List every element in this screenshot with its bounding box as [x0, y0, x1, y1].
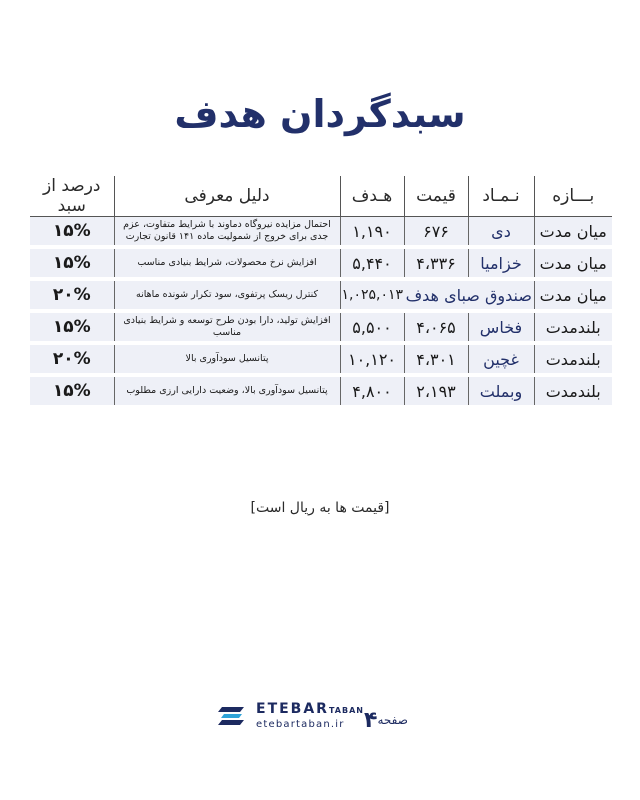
cell-percent: ۱۵%	[30, 311, 114, 343]
cell-target: ۱,۱۹۰	[340, 217, 404, 248]
cell-price: ۴،۳۰۱	[404, 343, 468, 375]
brand-main: ETEBAR	[256, 701, 329, 717]
cell-reason: افزایش تولید، دارا بودن طرح توسعه و شرایط بنیادی مناسب	[114, 311, 340, 343]
table-row	[30, 279, 612, 311]
cell-period: میان مدت	[534, 279, 612, 311]
cell-reason: کنترل ریسک پرتفوی، سود تکرار شونده ماهانه	[114, 279, 340, 311]
cell-symbol: خزامیا	[468, 247, 534, 279]
table-row	[30, 375, 612, 405]
etebar-logo-icon	[218, 704, 248, 728]
cell-period: بلندمدت	[534, 311, 612, 343]
cell-target: ۴,۸۰۰	[340, 375, 404, 405]
page-label: صفحه	[377, 713, 408, 727]
currency-note: [قیمت ها به ریال است]	[250, 500, 390, 516]
cell-period: میان مدت	[534, 247, 612, 279]
cell-symbol: صندوق صبای هدف	[404, 279, 534, 311]
cell-symbol: وبملت	[468, 375, 534, 405]
table-header-row	[30, 176, 612, 217]
cell-price: ۲،۱۹۳	[404, 375, 468, 405]
page-title: سبدگردان هدف	[174, 92, 466, 136]
brand-name	[256, 701, 364, 717]
cell-percent: ۱۵%	[30, 375, 114, 405]
cell-percent: ۲۰%	[30, 279, 114, 311]
cell-price: ۶۷۶	[404, 217, 468, 248]
header-percent: درصد از سبد	[30, 176, 114, 217]
header-symbol: نـمـاد	[468, 176, 534, 217]
cell-target: ۱۰,۱۲۰	[340, 343, 404, 375]
cell-symbol: فخاس	[468, 311, 534, 343]
header-price: قیمت	[404, 176, 468, 217]
cell-reason: احتمال مزایده نیروگاه دماوند با شرایط متفاوت، عزم جدی برای خروج از شمولیت ماده ۱۴۱ قانون تجارت	[114, 217, 340, 248]
cell-percent: ۱۵%	[30, 217, 114, 248]
cell-symbol: دی	[468, 217, 534, 248]
brand-sub: TABAN	[328, 706, 364, 715]
portfolio-table	[30, 176, 612, 405]
cell-reason: پتانسیل سودآوری بالا، وضعیت دارایی ارزی مطلوب	[114, 375, 340, 405]
table-row	[30, 217, 612, 248]
cell-target: ۵,۴۴۰	[340, 247, 404, 279]
page-number: ۴	[364, 708, 378, 733]
footer	[218, 700, 428, 736]
cell-target: ۵,۵۰۰	[340, 311, 404, 343]
cell-price: ۴،۰۶۵	[404, 311, 468, 343]
cell-period: بلندمدت	[534, 375, 612, 405]
header-reason: دلیل معرفی	[114, 176, 340, 217]
cell-price: ۴،۳۳۶	[404, 247, 468, 279]
page-indicator	[364, 708, 408, 733]
table-row	[30, 247, 612, 279]
cell-percent: ۱۵%	[30, 247, 114, 279]
header-target: هـدف	[340, 176, 404, 217]
header-period: بـــازه	[534, 176, 612, 217]
table-row	[30, 343, 612, 375]
website-url: etebartaban.ir	[256, 719, 345, 730]
cell-period: میان مدت	[534, 217, 612, 248]
cell-target: ۱,۰۲۵,۰۱۳	[340, 279, 404, 311]
cell-symbol: غچین	[468, 343, 534, 375]
cell-reason: افزایش نرخ محصولات، شرایط بنیادی مناسب	[114, 247, 340, 279]
cell-percent: ۲۰%	[30, 343, 114, 375]
cell-period: بلندمدت	[534, 343, 612, 375]
cell-reason: پتانسیل سودآوری بالا	[114, 343, 340, 375]
table-row	[30, 311, 612, 343]
